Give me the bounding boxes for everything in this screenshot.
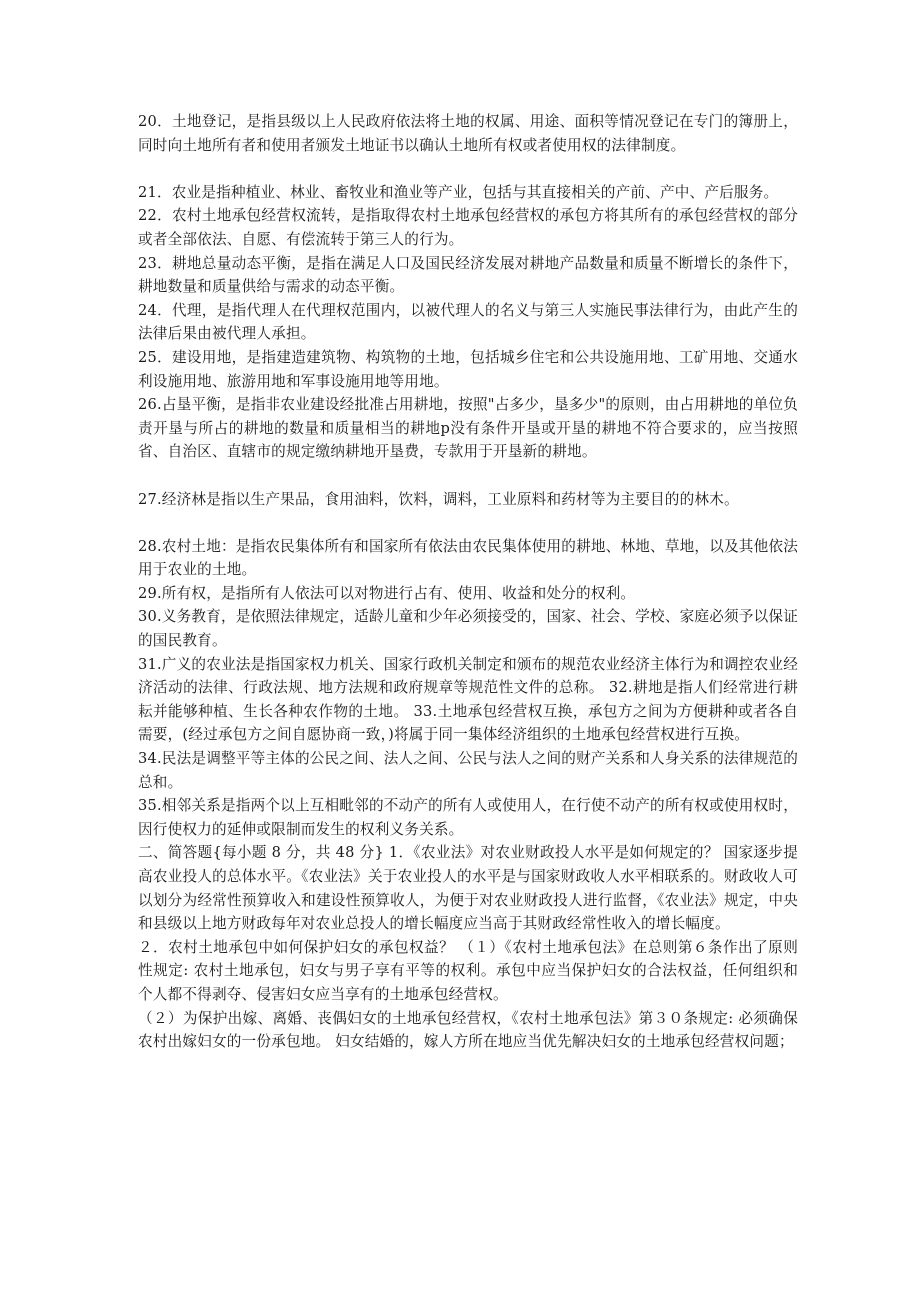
short-answer-section: 二、简答题{每小题 8 分，共 48 分} 1．《农业法》对农业财政投人水平是如何规定的？ 国家逐步提高农业投人的总体水平。《农业法》关于农业投人的水平是与国家财政收人水平相联系的。财政收人可以划分为经常性预算收入和建设性预算收人，为便于对农业财政投人进行监督，《农业法》规定，中央和县级以上地方财政每年对农业总投人的增长幅度应当高于其财政经常性收入的增长幅度。 [138,844,798,933]
paragraph-21: 21．农业是指种植业、林业、畜牧业和渔业等产业，包括与其直接相关的产前、产中、产后服务。 [138,183,779,201]
paragraph-22: 22．农村土地承包经营权流转，是指取得农村土地承包经营权的承包方将其所有的承包经营权的部分或者全部依法、自愿、有偿流转于第三人的行为。 [138,207,798,248]
document-body [138,110,798,1054]
short-answer-2: ２．农村土地承包中如何保护妇女的承包权益？ （１）《农村土地承包法》在总则第６条作出了原则性规定: 农村土地承包，妇女与男子享有平等的权利。承包中应当保护妇女的合法权益，任何组织和个人都不得剥夺、侵害妇女应当享有的土地承包经营权。 [138,938,798,1003]
paragraph-35: 35.相邻关系是指两个以上互相毗邻的不动产的所有人或使用人，在行使不动产的所有权或使用权时，因行使权力的延伸或限制而发生的权利义务关系。 [138,797,798,838]
paragraph-20: 20．土地登记，是指县级以上人民政府依法将土地的权属、用途、面积等情况登记在专门的簿册上，同时向土地所有者和使用者颁发土地证书以确认土地所有权或者使用权的法律制度。 [138,113,798,154]
paragraph-30: 30.义务教育，是依照法律规定，适龄儿童和少年必须接受的，国家、社会、学校、家庭必须予以保证的国民教育。 [138,608,798,650]
paragraph-34: 34.民法是调整平等主体的公民之间、法人之间、公民与法人之间的财产关系和人身关系的法律规范的总和。 [138,750,798,791]
paragraph-gap [138,511,798,535]
paragraph-gap [138,464,798,488]
paragraph-27: 27.经济林是指以生产果品，食用油料，饮料，调料，工业原料和药材等为主要目的的林木。 [138,490,739,508]
short-answer-2-part-2: （２）为保护出嫁、离婚、丧偶妇女的土地承包经营权，《农村土地承包法》第３０条规定: 必须确保农村出嫁妇女的一份承包地。 妇女结婚的，嫁人方所在地应当优先解决妇女的土地承包经营权问题； [138,1009,798,1051]
paragraph-24: 24．代理，是指代理人在代理权范围内，以被代理人的名义与第三人实施民事法律行为，由此产生的法律后果由被代理人承担。 [138,301,798,343]
paragraph-28: 28.农村土地：是指农民集体所有和国家所有依法由农民集体使用的耕地、林地、草地，以及其他依法用于农业的土地。 [138,537,798,579]
paragraph-26: 26.占垦平衡，是指非农业建设经批准占用耕地，按照"占多少，垦多少"的原则，由占用耕地的单位负责开垦与所占的耕地的数量和质量相当的耕地p没有条件开垦或开垦的耕地不符合要求的，应当按照省、自治区、直辖市的规定缴纳耕地开垦费，专款用于开垦新的耕地。 [138,396,798,461]
paragraph-31-33: 31.广义的农业法是指国家权力机关、国家行政机关制定和颁布的规范农业经济主体行为和调控农业经济活动的法律、行政法规、地方法规和政府规章等规范性文件的总称。 32.耕地是指人们经常进行耕耘并能够种植、生长各种农作物的土地。 33.土地承包经营权互换，承包方之间为方便耕种或者各自需要，(经过承包方之间自愿协商一致，)将属于同一集体经济组织的土地承包经营权进行互换。 [138,655,798,744]
paragraph-29: 29.所有权，是指所有人依法可以对物进行占有、使用、收益和处分的权利。 [138,584,636,602]
paragraph-gap [138,157,798,181]
paragraph-25: 25．建设用地，是指建造建筑物、构筑物的土地，包括城乡住宅和公共设施用地、工矿用地、交通水利设施用地、旅游用地和军事设施用地等用地。 [138,348,798,390]
paragraph-23: 23．耕地总量动态平衡，是指在满足人口及国民经济发展对耕地产品数量和质量不断增长的条件下，耕地数量和质量供给与需求的动态平衡。 [138,254,798,296]
